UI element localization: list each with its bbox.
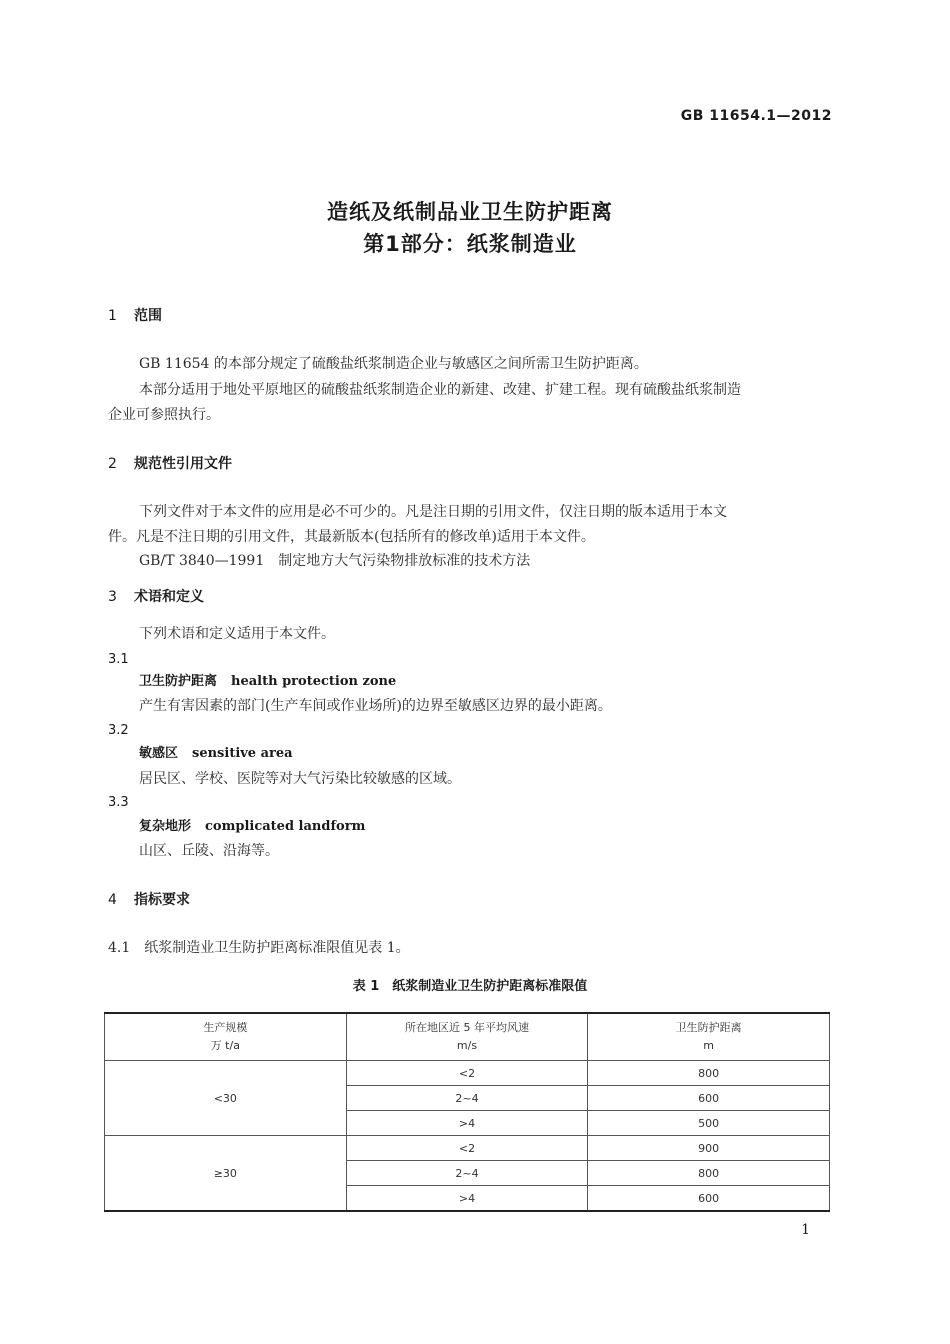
section-4-title: 指标要求 xyxy=(134,892,190,908)
wind-cell: >4 xyxy=(346,1186,588,1212)
header-protection-distance: 卫生防护距离 m xyxy=(588,1013,830,1061)
header-production-scale: 生产规模 万 t/a xyxy=(105,1013,347,1061)
term-1-definition: 产生有害因素的部门(生产车间或作业场所)的边界至敏感区边界的最小距离。 xyxy=(139,698,612,714)
scale-cell: ≥30 xyxy=(105,1136,347,1212)
section-1-heading xyxy=(108,307,162,325)
term-2-chinese: 敏感区 xyxy=(139,746,179,761)
section-1-number: 1 xyxy=(108,308,117,324)
wind-cell: <2 xyxy=(346,1136,588,1161)
wind-cell: 2~4 xyxy=(346,1161,588,1186)
section-2-paragraph-1b: 件。凡是不注日期的引用文件，其最新版本(包括所有的修改单)适用于本文件。 xyxy=(108,529,595,545)
distance-cell: 800 xyxy=(588,1161,830,1186)
section-4-heading xyxy=(108,891,190,909)
term-1-english: health protection zone xyxy=(231,674,397,689)
distance-cell: 500 xyxy=(588,1111,830,1136)
section-1-title: 范围 xyxy=(134,308,162,324)
term-2-definition: 居民区、学校、医院等对大气污染比较敏感的区域。 xyxy=(139,771,461,787)
term-3 xyxy=(139,818,365,836)
term-1 xyxy=(139,673,396,691)
term-3-english: complicated landform xyxy=(205,819,366,834)
table-caption: 表 1 纸浆制造业卫生防护距离标准限值 xyxy=(352,979,588,994)
wind-cell: 2~4 xyxy=(346,1086,588,1111)
section-3-intro: 下列术语和定义适用于本文件。 xyxy=(139,626,335,642)
header-wind-speed: 所在地区近 5 年平均风速 m/s xyxy=(346,1013,588,1061)
term-2-number: 3.2 xyxy=(108,723,129,738)
section-3-number: 3 xyxy=(108,589,117,605)
distance-cell: 900 xyxy=(588,1136,830,1161)
document-title-line1: 造纸及纸制品业卫生防护距离 xyxy=(327,200,613,224)
term-1-number: 3.1 xyxy=(108,652,129,667)
section-4-number: 4 xyxy=(108,892,117,908)
standard-number: GB 11654.1—2012 xyxy=(680,108,832,124)
normative-reference: GB/T 3840—1991 制定地方大气污染物排放标准的技术方法 xyxy=(139,553,531,569)
clause-4-1: 4.1 纸浆制造业卫生防护距离标准限值见表 1。 xyxy=(108,940,410,956)
section-3-heading xyxy=(108,588,204,606)
section-2-paragraph-1a: 下列文件对于本文件的应用是必不可少的。凡是注日期的引用文件，仅注日期的版本适用于本文 xyxy=(139,504,727,520)
protection-distance-table xyxy=(104,1012,830,1212)
section-1-paragraph-2a: 本部分适用于地处平原地区的硫酸盐纸浆制造企业的新建、改建、扩建工程。现有硫酸盐纸浆制造 xyxy=(139,382,741,398)
table-header-row xyxy=(105,1013,830,1061)
distance-cell: 600 xyxy=(588,1086,830,1111)
table-row xyxy=(105,1061,830,1086)
term-2 xyxy=(139,745,293,763)
term-2-english: sensitive area xyxy=(192,746,293,761)
section-2-title: 规范性引用文件 xyxy=(134,456,232,472)
section-1-paragraph-1: GB 11654 的本部分规定了硫酸盐纸浆制造企业与敏感区之间所需卫生防护距离。 xyxy=(139,356,648,372)
section-2-heading xyxy=(108,455,232,473)
wind-cell: >4 xyxy=(346,1111,588,1136)
term-1-chinese: 卫生防护距离 xyxy=(139,674,218,689)
document-title-line2: 第1部分：纸浆制造业 xyxy=(363,232,577,256)
term-3-definition: 山区、丘陵、沿海等。 xyxy=(139,843,279,859)
table-row xyxy=(105,1136,830,1161)
distance-cell: 600 xyxy=(588,1186,830,1212)
distance-cell: 800 xyxy=(588,1061,830,1086)
scale-cell: <30 xyxy=(105,1061,347,1136)
section-2-number: 2 xyxy=(108,456,117,472)
wind-cell: <2 xyxy=(346,1061,588,1086)
section-3-title: 术语和定义 xyxy=(134,589,204,605)
term-3-number: 3.3 xyxy=(108,795,129,810)
section-1-paragraph-2b: 企业可参照执行。 xyxy=(108,407,220,423)
page-number: 1 xyxy=(801,1222,810,1238)
term-3-chinese: 复杂地形 xyxy=(139,819,192,834)
